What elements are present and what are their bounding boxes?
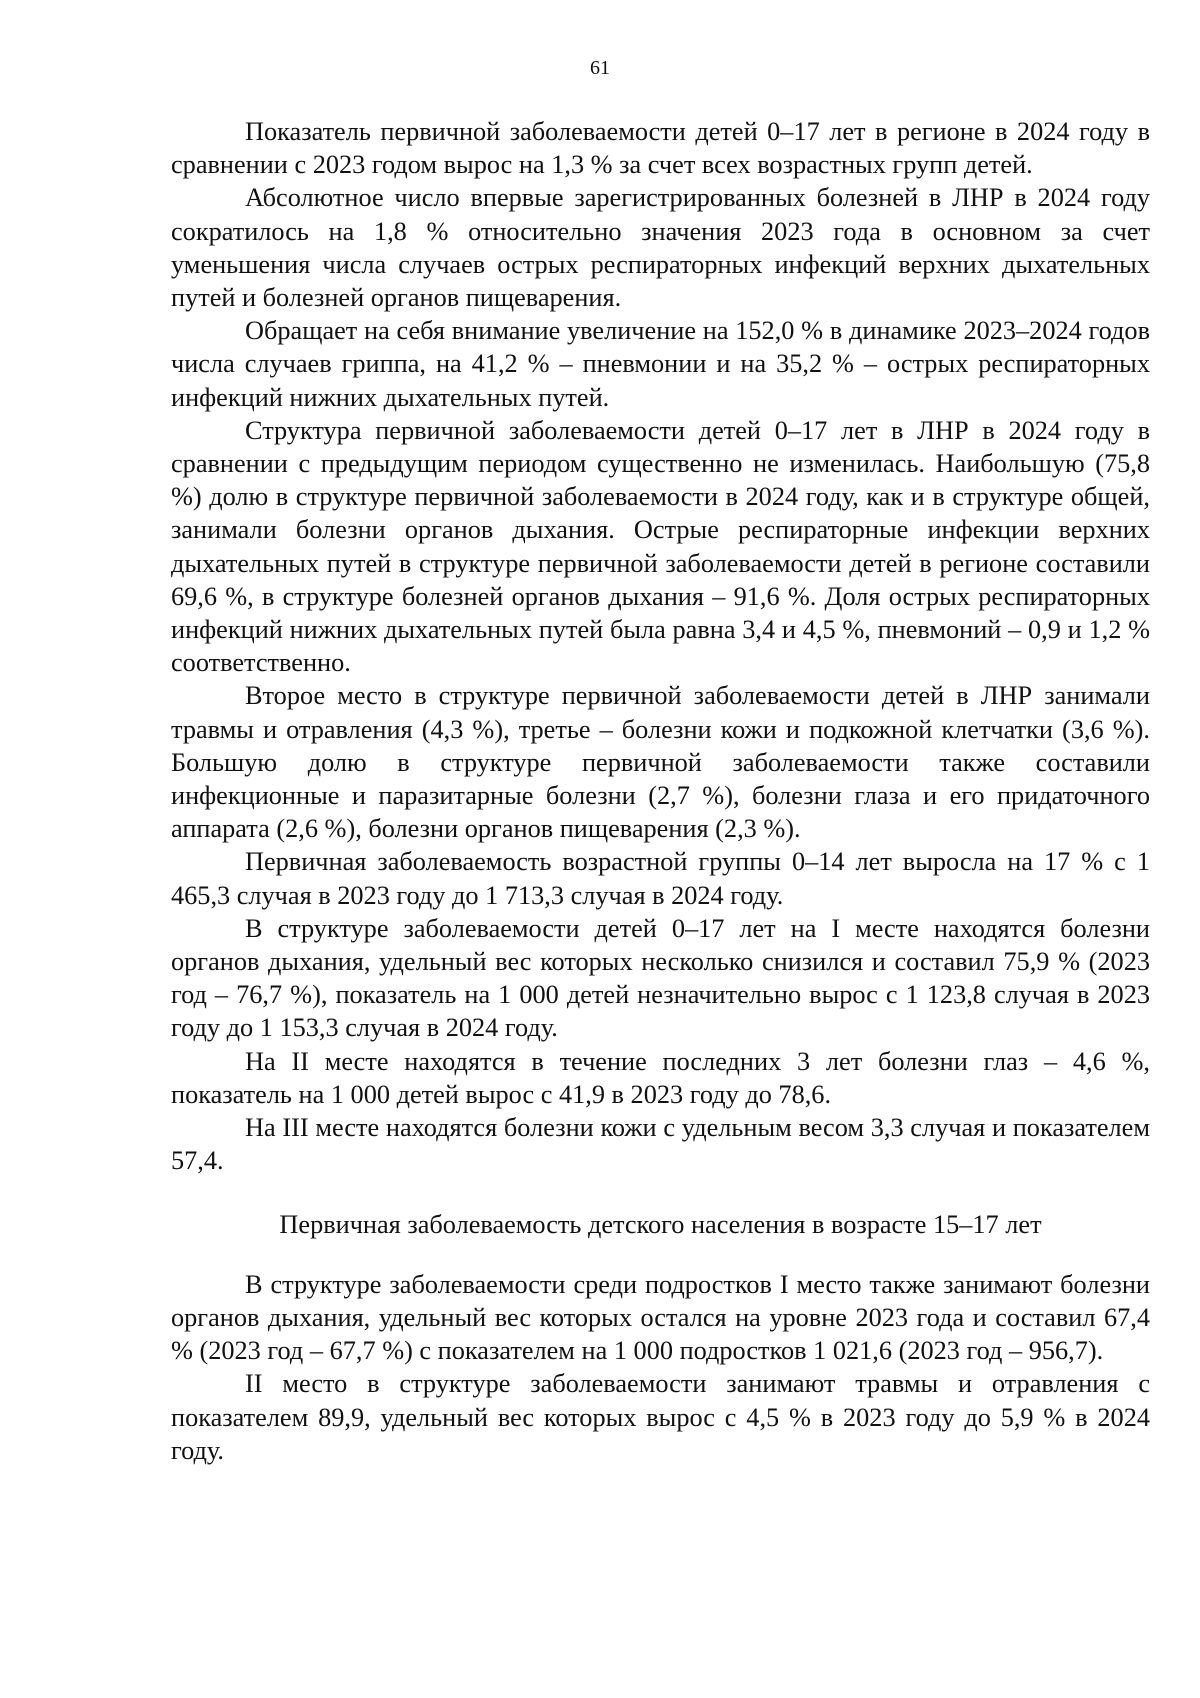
paragraph: Первичная заболеваемость возрастной группы 0–14 лет выросла на 17 % с 1 465,3 случая в 2023 году до 1 713,3 случая в 2024 году. — [171, 847, 1150, 910]
paragraph: На II месте находятся в течение последних 3 лет болезни глаз – 4,6 %, показатель на 1 000 детей вырос с 41,9 в 2023 году до 78,6. — [171, 1046, 1150, 1109]
paragraph: Абсолютное число впервые зарегистрированных болезней в ЛНР в 2024 году сократилось на 1,8 % относительно значения 2023 года в основном за счет уменьшения числа случаев острых респираторных инфекций верхних дыхательных путей и болезней органов пищеварения. — [171, 183, 1150, 313]
section-paragraph: В структуре заболеваемости среди подростков I место также занимают болезни органов дыхания, удельный вес которых остался на уровне 2023 года и составил 67,4 % (2023 год – 67,7 %) с показателем на 1 000 подростков 1 021,6 (2023 год – 956,7). — [171, 1269, 1150, 1366]
paragraph: В структуре заболеваемости детей 0–17 лет на I месте находятся болезни органов дыхания, удельный вес которых несколько снизился и составил 75,9 % (2023 год – 76,7 %), показатель на 1 000 детей незначительно вырос с 1 123,8 случая в 2023 году до 1 153,3 случая в 2024 году. — [171, 913, 1150, 1043]
document-body — [171, 115, 1150, 1467]
page-number: 61 — [590, 57, 610, 79]
paragraph: Обращает на себя внимание увеличение на 152,0 % в динамике 2023–2024 годов числа случаев гриппа, на 41,2 % – пневмонии и на 35,2 % – острых респираторных инфекций нижних дыхательных путей. — [171, 316, 1150, 412]
section-paragraph: II место в структуре заболеваемости занимают травмы и отравления с показателем 89,9, удельный вес которых вырос с 4,5 % в 2023 году до 5,9 % в 2024 году. — [171, 1369, 1150, 1465]
paragraph: Структура первичной заболеваемости детей 0–17 лет в ЛНР в 2024 году в сравнении с предыдущим периодом существенно не изменилась. Наибольшую (75,8 %) долю в структуре первичной заболеваемости в 2024 году, как и в структуре общей, занимали болезни органов дыхания. Острые респираторные инфекции верхних дыхательных путей в структуре первичной заболеваемости детей в регионе составили 69,6 %, в структуре болезней органов дыхания – 91,6 %. Доля острых респираторных инфекций нижних дыхательных путей была равна 3,4 и 4,5 %, пневмоний – 0,9 и 1,2 % соответственно. — [171, 415, 1150, 678]
section-heading: Первичная заболеваемость детского населения в возрасте 15–17 лет — [279, 1209, 1042, 1239]
paragraph: Второе место в структуре первичной заболеваемости детей в ЛНР занимали травмы и отравления (4,3 %), третье – болезни кожи и подкожной клетчатки (3,6 %). Большую долю в структуре первичной заболеваемости также составили инфекционные и паразитарные болезни (2,7 %), болезни глаза и его придаточного аппарата (2,6 %), болезни органов пищеварения (2,3 %). — [171, 681, 1150, 844]
paragraph: На III месте находятся болезни кожи с удельным весом 3,3 случая и показателем 57,4. — [171, 1113, 1150, 1176]
paragraph: Показатель первичной заболеваемости детей 0–17 лет в регионе в 2024 году в сравнении с 2023 годом вырос на 1,3 % за счет всех возрастных групп детей. — [171, 117, 1150, 180]
